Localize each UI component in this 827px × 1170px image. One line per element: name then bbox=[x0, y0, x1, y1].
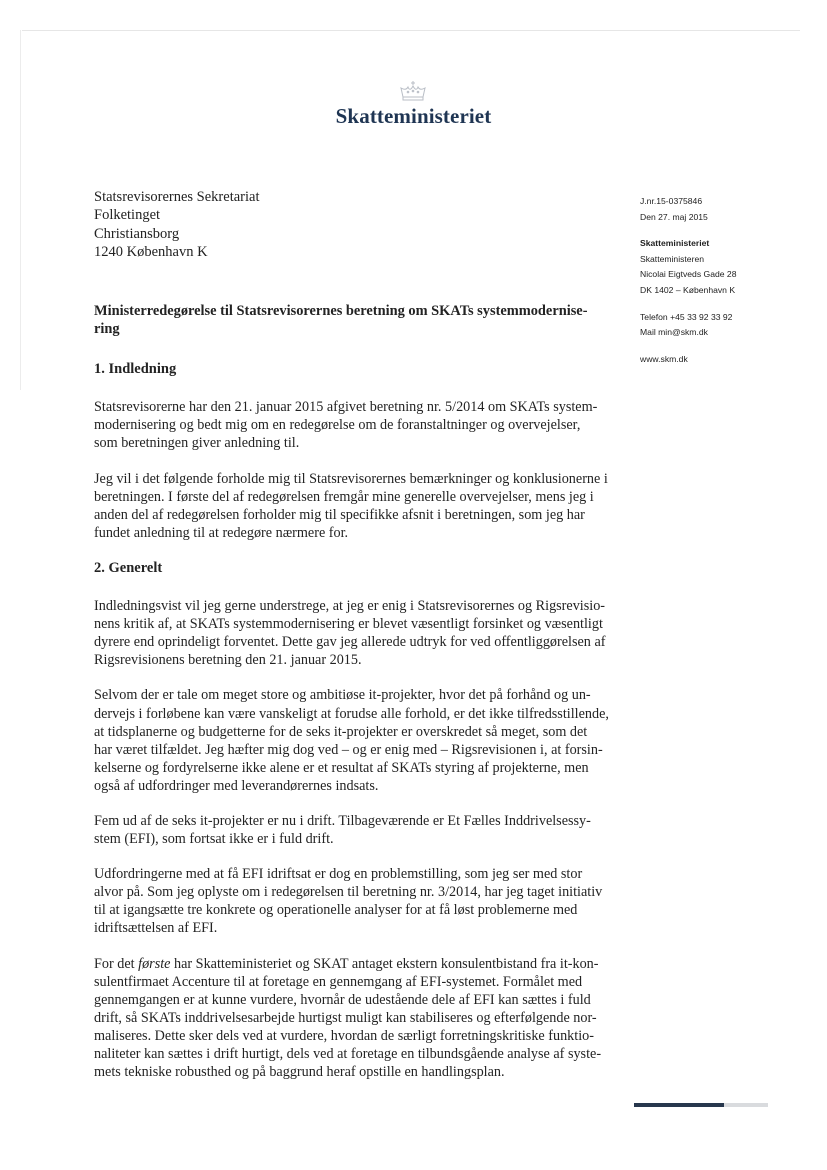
sender-website[interactable]: www.skm.dk bbox=[640, 353, 688, 364]
footer-bar-light bbox=[724, 1103, 768, 1107]
scan-edge-left bbox=[20, 30, 21, 390]
paragraph: Indledningsvist vil jeg gerne understrege, at jeg er enig i Statsrevisorernes og Rigsrevisio- nens kritik af, at SKATs systemmodernisering er blevet væsentligt forsinket og væsentligt dyrere end oprindeligt forventet. Dette gav jeg allerede udtryk for ved offentliggørelsen af Rigsrevisionens beretning den 21. januar 2015. bbox=[94, 598, 606, 669]
letter-body bbox=[94, 302, 614, 1081]
letter-date: Den 27. maj 2015 bbox=[640, 211, 708, 222]
paragraph: Statsrevisorerne har den 21. januar 2015 afgivet beretning nr. 5/2014 om SKATs system- modernisering og bedt mig om en redegørelse om de foranstaltninger og overvejelser, som beretningen giver anledning til. bbox=[94, 399, 598, 452]
recipient-line: Christiansborg bbox=[94, 225, 180, 242]
paragraph: Selvom der er tale om meget store og ambitiøse it-projekter, hvor det på forhånd og un- dervejs i forløbene kan være vanskeligt at forudse alle forhold, er det ikke tilfredsstillende, at tidsplanerne og budgetterne for de seks it-projekter er overskredet så meget, som det har været tilfældet. Jeg hæfter mig dog ved – og er enig med – Rigsrevisionen i, at forsin- kelserne og fordyrelserne ikke alene er et resultat af SKATs styring af projekterne, men også af udfordringer med leverandørernes indsats. bbox=[94, 687, 609, 794]
paragraph: Udfordringerne med at få EFI idriftsat er dog en problemstilling, som jeg ser med stor alvor på. Som jeg oplyste om i redegørelsen til beretning nr. 3/2014, har jeg taget initiativ til at igangsætte tre konkrete og operationelle analyser for at få løst problemerne med idriftsættelsen af EFI. bbox=[94, 866, 603, 937]
sender-org: Skatteministeriet bbox=[640, 238, 710, 249]
sender-dept: Skatteministeren bbox=[640, 253, 705, 264]
sender-city: DK 1402 – København K bbox=[640, 284, 736, 295]
footer-bar bbox=[634, 1103, 724, 1107]
recipient-line: Folketinget bbox=[94, 207, 161, 224]
recipient-address bbox=[94, 188, 259, 262]
sender-sidebar bbox=[640, 194, 737, 367]
paragraph: Fem ud af de seks it-projekter er nu i drift. Tilbageværende er Et Fælles Inddrivelsessy- stem (EFI), som fortsat ikke er i fuld drift. bbox=[94, 812, 591, 848]
sender-mail[interactable]: Mail min@skm.dk bbox=[640, 327, 708, 338]
sender-street: Nicolai Eigtveds Gade 28 bbox=[640, 269, 737, 280]
crown-icon bbox=[399, 80, 427, 104]
ministry-logo-text: Skatteministeriet bbox=[335, 104, 492, 128]
journal-number: J.nr.15-0375846 bbox=[640, 196, 703, 206]
paragraph: For det første har Skatteministeriet og SKAT antaget ekstern konsulentbistand fra it-kon- sulentfirmaet Accenture til at foretage en gennemgang af EFI-systemet. Formålet med gennemgangen er at kunne vurdere, hvornår de udestående dele af EFI kan sættes i fuld drift, så SKATs inddrivelsesarbejde hurtigst muligt kan stabiliseres og efterfølgende nor- maliseres. Dette sker dels ved at vurdere, hvordan de særligt forretningskritiske funktio- naliteter kan sættes i drift hurtigt, dels ved at foretage en tilbundsgående analyse af syste- mets tekniske robusthed og på baggrund heraf opstille en handlingsplan. bbox=[94, 955, 602, 1081]
section-heading-generelt: 2. Generelt bbox=[94, 559, 163, 576]
section-heading-indledning: 1. Indledning bbox=[94, 361, 177, 378]
recipient-line: 1240 København K bbox=[94, 244, 208, 261]
scan-edge-top bbox=[22, 30, 800, 31]
document-title: Ministerredegørelse til Statsrevisorernes beretning om SKATs systemmodernise- ring bbox=[94, 303, 588, 338]
sender-phone: Telefon +45 33 92 33 92 bbox=[640, 311, 733, 322]
paragraph: Jeg vil i det følgende forholde mig til Statsrevisorernes bemærkninger og konklusionerne i beretningen. I første del af redegørelsen fremgår mine generelle overvejelser, mens jeg i anden del af redegørelsen forholder mig til specifikke afsnit i beretningen, som jeg har fundet anledning til at redegøre nærmere for. bbox=[94, 470, 608, 541]
recipient-line: Statsrevisorernes Sekretariat bbox=[94, 189, 260, 205]
